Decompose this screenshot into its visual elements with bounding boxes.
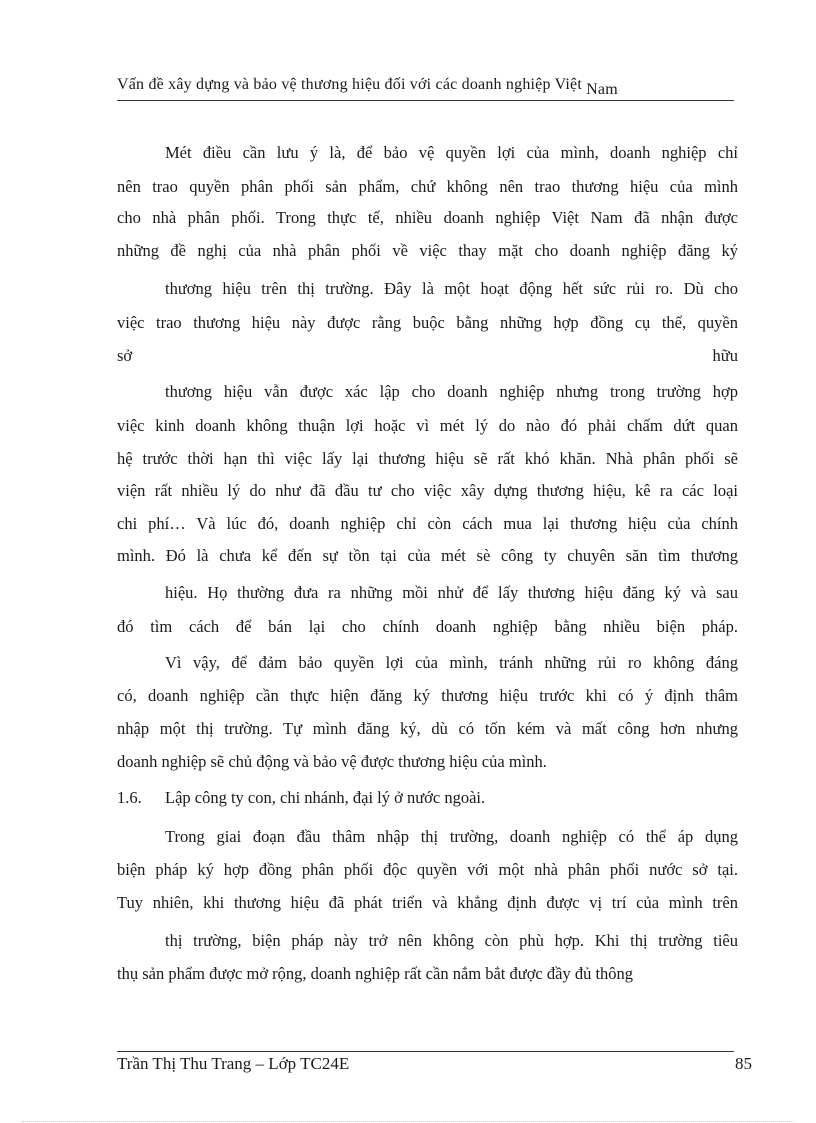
body-line: thương hiệu vẫn được xác lập cho doanh nghiệp nhưng trong trường hợp (165, 382, 738, 401)
body-line: Vì vậy, để đảm bảo quyền lợi của mình, tránh những rủi ro không đáng (165, 653, 738, 672)
body-line: mình. Đó là chưa kể đến sự tồn tại của mét sè công ty chuyên săn tìm thương (117, 546, 738, 565)
body-line: những đề nghị của nhà phân phối về việc thay mặt cho doanh nghiệp đăng ký (117, 241, 738, 260)
body-line: viện rất nhiều lý do như đã đầu tư cho việc xây dựng thương hiệu, kê ra các loại (117, 481, 738, 500)
body-line: chi phí… Và lúc đó, doanh nghiệp chỉ còn cách mua lại thương hiệu của chính (117, 514, 738, 533)
page-edge-divider (22, 1121, 794, 1122)
body-line: thụ sản phẩm được mở rộng, doanh nghiệp rất cần nắm bắt được đầy đủ thông (117, 964, 634, 983)
running-header (117, 76, 737, 98)
footer-author: Trần Thị Thu Trang – Lớp TC24E (117, 1054, 350, 1073)
body-line: nên trao quyền phân phối sản phẩm, chứ không nên trao thương hiệu của mình (117, 177, 738, 196)
body-line: nhập một thị trường. Tự mình đăng ký, dù có tốn kém và mất công hơn nhưng (117, 719, 738, 738)
page-number: 85 (735, 1054, 752, 1073)
body-line: Mét điều cần lưu ý là, để bảo vệ quyền lợi của mình, doanh nghiệp chỉ (165, 143, 738, 162)
body-line: biện pháp ký hợp đồng phân phối độc quyền với một nhà phân phối nước sở tại. (117, 860, 738, 879)
section-number: 1.6. (117, 788, 142, 807)
body-line: Trong giai đoạn đầu thâm nhập thị trường, doanh nghiệp có thể áp dụng (165, 827, 738, 846)
body-line: cho nhà phân phối. Trong thực tế, nhiều doanh nghiệp Việt Nam đã nhận được (117, 208, 738, 227)
body-line: việc kinh doanh không thuận lợi hoặc vì mét lý do nào đó phải chấm dứt quan (117, 416, 738, 435)
body-line: doanh nghiệp sẽ chủ động và bảo vệ được thương hiệu của mình. (117, 752, 547, 771)
header-title-tail: Nam (586, 81, 618, 98)
body-line: thị trường, biện pháp này trở nên không còn phù hợp. Khi thị trường tiêu (165, 931, 738, 950)
body-line: hiệu. Họ thường đưa ra những mồi nhử để lấy thương hiệu đăng ký và sau (165, 583, 738, 602)
body-line: đó tìm cách để bán lại cho chính doanh nghiệp bằng nhiều biện pháp. (117, 617, 738, 636)
body-line: có, doanh nghiệp cần thực hiện đăng ký thương hiệu trước khi có ý định thâm (117, 686, 738, 705)
header-rule (117, 100, 734, 101)
body-line: thương hiệu trên thị trường. Đây là một hoạt động hết sức rủi ro. Dù cho (165, 279, 738, 298)
footer-rule (117, 1051, 734, 1052)
split-right: hữu (712, 346, 738, 365)
body-line-split (117, 346, 738, 366)
body-line: việc trao thương hiệu này được rằng buộc bằng những hợp đồng cụ thể, quyền (117, 313, 738, 332)
body-line: Tuy nhiên, khi thương hiệu đã phát triển và khẳng định được vị trí của mình trên (117, 893, 738, 912)
header-title: Vấn đề xây dựng và bảo vệ thương hiệu đối với các doanh nghiệp Việt (117, 76, 582, 93)
body-line: hệ trước thời hạn thì việc lấy lại thương hiệu sẽ rất khó khăn. Nhà phân phối sẽ (117, 449, 738, 468)
split-left: sở (117, 346, 133, 365)
section-title: Lập công ty con, chi nhánh, đại lý ở nước ngoài. (165, 788, 486, 807)
